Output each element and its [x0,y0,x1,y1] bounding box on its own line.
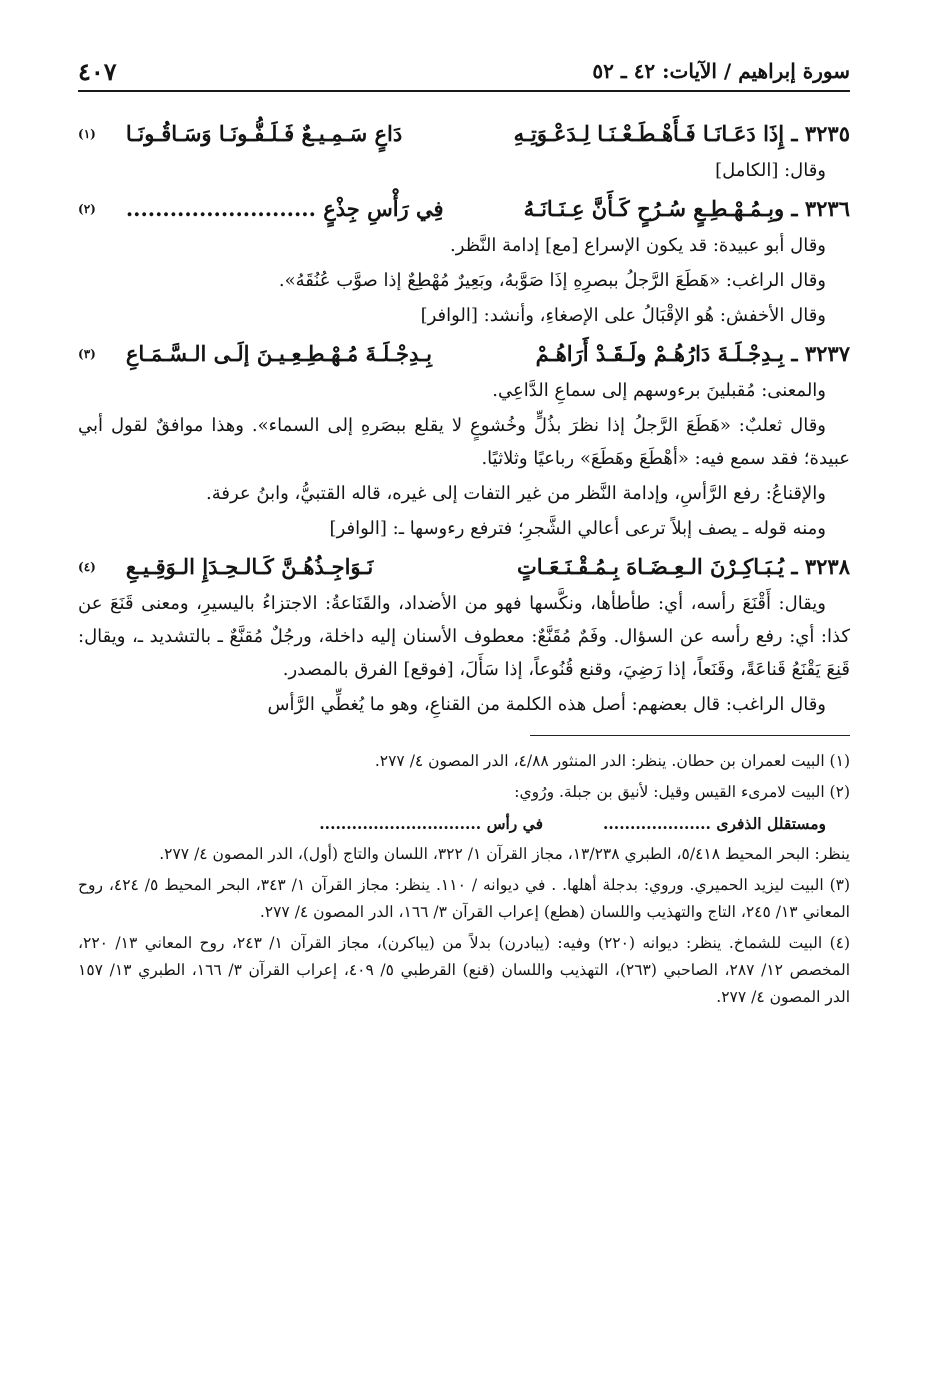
verse-second-hemistich: بِـدِجْـلَـةَ مُـهْـطِـعِـيـنَ إلَـى الـسَّـمَـاعِ [125,341,433,366]
footnote-2: (٢) البيت لامرىء القيس وقيل: لأنيق بن جبلة. ورُوي: [514,783,850,801]
footnote-1: (١) البيت لعمران بن حطان. ينظر: الدر المنثور ٤/٨٨، الدر المصون ٤/ ٢٧٧. [374,752,850,770]
running-title: سورة إبراهيم / الآيات: ٤٢ ـ ٥٢ [592,59,850,83]
verse-3235 [78,114,850,154]
footnotes [78,748,850,1011]
paragraph: ويقال: أَقْنَعَ رأسه، أي: طأطأها، ونكَّسها فهو من الأضداد، والقَنَاعةُ: الاجتزاءُ باليسيرِ، ومعنى قَنَعَ عن كذا: أي: رفع رأسه عن السؤال. وفَمٌ مُقَنَّعٌ: معطوف الأسنان إليه داخلة، ورجُلٌ مُقنَّعٌ ـ بالتشديد ـ، ويقال: قَنِعَ يَقْنَعُ قَناعَةً، وقَنَعاً، إذا رَضِيَ، وقنع قُنُوعاً، إذا سَأَلَ، [فوقع] الفرق بالمصدر. [78,593,850,680]
paragraph: والإقناعُ: رفع الرَّأسِ، وإدامة النَّظر من غير التفات إلى غيره، قاله القتبيُّ، وابنُ عرفة. [206,483,826,504]
footnote-4: (٤) البيت للشماخ. ينظر: ديوانه (٢٢٠) وفيه: (يبادرن) بدلاً من (يباكرن)، مجاز القرآن ١/ ٢٤٣، روح المعاني ١٣/ ٢٢٠، المخصص ١٢/ ٢٨٧، الصاحبي (٢٦٣)، التهذيب واللسان (قنع) القرطبي ٥/ ٤٠٩، إعراب القرآن ٣/ ١٦٦، الطبري ١٣/ ١٥٧ الدر المصون ٤/ ٢٧٧. [78,934,851,1006]
page-header [78,52,850,92]
paragraph: وقال الأخفش: هُو الإقْبَالُ على الإصغاءِ، وأنشد: [الوافر] [420,305,826,326]
footnote-3: (٣) البيت ليزيد الحميري. وروي: بدجلة أهلها. . في ديوانه / ١١٠. ينظر: مجاز القرآن ١/ ٣٤٣، البحر المحيط ٥/ ٤٢٤، روح المعاني ١٣/ ٢٤٥، التاج والتهذيب واللسان (هطع) إعراب القرآن ٣/ ١٦٦، الدر المصون ٤/ ٢٧٧. [78,876,851,921]
footnote-marker: (٢) [78,202,96,216]
paragraph: وقال ثعلبٌ: «هَطَعَ الرَّجلُ إذا نظرَ بذُلٍّ وخُشوعٍ لا يقلع ببصَرهِ إلى السماء». وهذا موافقٌ لقول أبي عبيدة؛ فقد سمع فيه: «أهْطَعَ وهَطَعَ» رباعيًا وثلاثيًا. [78,415,850,469]
paragraph: وقال أبو عبيدة: قد يكون الإسراع [مع] إدامة النَّظر. [450,235,826,256]
meter-line: وقال: [الكامل] [715,160,826,181]
footnote-verse-first: ومستقلل الذفرى .................... [603,814,826,833]
paragraph: ومنه قوله ـ يصف إبلاً ترعى أعالي الشَّجرِ؛ فترفع رءوسها ـ: [الوافر] [329,518,826,539]
paragraph: وقال الراغب: «هَطَعَ الرَّجلُ ببصرِهِ إذَا صَوَّبهُ، وبَعِيرٌ مُهْطِعٌ إذا صوَّب عُنُقَهُ». [278,270,826,291]
footnote-2-references: ينظر: البحر المحيط ٥/٤١٨، الطبري ١٣/٢٣٨، مجاز القرآن ١/ ٣٢٢، اللسان والتاج (أول)، الدر المصون ٤/ ٢٧٧. [159,845,850,863]
paragraph: وقال الراغب: قال بعضهم: أصل هذه الكلمة من القناعِ، وهو ما يُغطِّي الرَّأس [267,694,826,715]
verse-3238 [78,547,850,587]
book-page [78,52,850,1356]
footnote-verse-second: في رأس .............................. [319,814,544,833]
footnote-marker: (١) [78,127,96,141]
main-text [78,114,850,721]
verse-first-hemistich: ٣٢٣٨ ـ يُـبَـاكِـرْنَ الـعِـضَـاهَ بِـمُـقْـنَـعَـاتٍ [516,554,850,579]
footnote-separator [530,735,850,736]
footnote-marker: (٤) [78,560,96,574]
footnote-2-verse [78,810,850,837]
paragraph: والمعنى: مُقبلينَ برءوسهم إلى سماعِ الدَّاعِي. [492,380,826,401]
verse-second-hemistich: نَـوَاجِـذُهُـنَّ كَـالـحِـدَإِ الـوَقِـيـعِ [125,554,374,579]
page-number: ٤٠٧ [78,56,117,86]
verse-second-hemistich: دَاعٍ سَـمِـيـعٌ فَـلَـفُّـونَـا وَسَـاقُـونَـا [125,121,403,146]
verse-second-hemistich: فِي رَأْسِ جِذْعٍ .......................... [125,196,444,221]
footnote-marker: (٣) [78,347,96,361]
verse-3236 [78,189,850,229]
verse-3237 [78,334,850,374]
verse-first-hemistich: ٣٢٣٧ ـ بِـدِجْـلَـةَ دَارُهُـمْ ولَـقَـدْ أَرَاهُـمْ [535,341,850,366]
verse-first-hemistich: ٣٢٣٦ ـ وبِـمُـهْـطِـعٍ سُـرُحٍ كَـأَنَّ عِـنَـانَـهُ [523,196,850,221]
verse-first-hemistich: ٣٢٣٥ ـ إِذَا دَعَـانَـا فَـأَهْـطَـعْـنَـا لِـدَعْـوَتِـهِ [513,121,850,146]
